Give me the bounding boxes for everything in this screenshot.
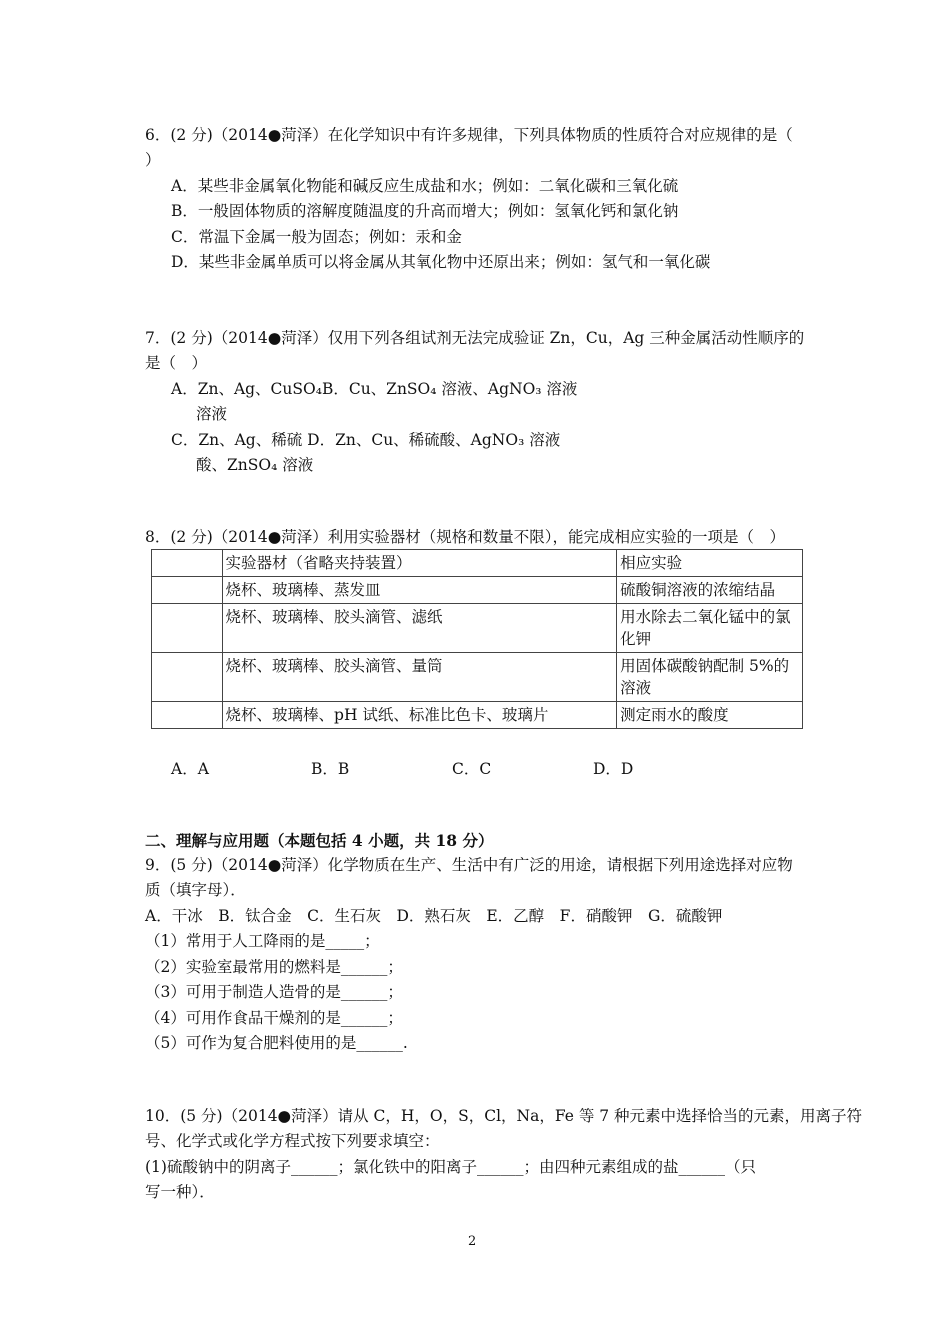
q10-sub1-line2: 写一种）． <box>145 1183 215 1201</box>
q6-stem-line2: ） <box>145 151 161 169</box>
q7-options-cd-line2: 酸、ZnSO₄ 溶液 <box>196 456 314 474</box>
q6-option-b: B．一般固体物质的溶解度随温度的升高而增大；例如：氢氧化钙和氯化钠 <box>171 202 679 220</box>
q10-stem-line2: 号、化学式或化学方程式按下列要求填空： <box>145 1132 440 1150</box>
q8-option-d: D．D <box>593 760 634 778</box>
table-row <box>152 702 803 729</box>
q6-option-c: C．常温下金属一般为固态；例如：汞和金 <box>171 228 462 246</box>
table-cell-experiment: 测定雨水的酸度 <box>617 702 803 729</box>
q8-equipment-table <box>151 549 803 729</box>
q9-stem-line2: 质（填字母）． <box>145 881 246 899</box>
table-cell-label <box>152 577 223 604</box>
table-header-equipment: 实验器材（省略夹持装置） <box>222 550 617 577</box>
q6-option-d: D．某些非金属单质可以将金属从其氧化物中还原出来；例如：氢气和一氧化碳 <box>171 253 711 271</box>
q9-stem-line1: 9．(5 分)（2014●菏泽）化学物质在生产、生活中有广泛的用途，请根据下列用途选择对应物 <box>145 856 793 874</box>
q8-option-c: C．C <box>452 760 492 778</box>
q9-sub5: （5）可作为复合肥料使用的是______. <box>145 1034 408 1052</box>
q9-choices: A．干冰 B．钛合金 C．生石灰 D．熟石灰 E．乙醇 F．硝酸钾 G．硫酸钾 <box>145 907 723 925</box>
q9-sub3: （3）可用于制造人造骨的是______； <box>145 983 403 1001</box>
table-header-row <box>152 550 803 577</box>
table-cell-experiment: 硫酸铜溶液的浓缩结晶 <box>617 577 803 604</box>
q7-options-ab-line1: A．Zn、Ag、CuSO₄B．Cu、ZnSO₄ 溶液、AgNO₃ 溶液 <box>171 380 578 398</box>
q6-stem-line1: 6．(2 分)（2014●菏泽）在化学知识中有许多规律，下列具体物质的性质符合对应规律的是（ <box>145 126 793 144</box>
table-cell-experiment: 用水除去二氧化锰中的氯化钾 <box>617 604 803 653</box>
q9-sub1: （1）常用于人工降雨的是_____； <box>145 932 380 950</box>
q8-option-a: A．A <box>171 760 209 778</box>
q8-option-b: B．B <box>311 760 350 778</box>
table-cell-label <box>152 653 223 702</box>
table-cell-label <box>152 604 223 653</box>
table-cell-equipment: 烧杯、玻璃棒、胶头滴管、滤纸 <box>222 604 617 653</box>
table-cell-equipment: 烧杯、玻璃棒、蒸发皿 <box>222 577 617 604</box>
table-cell-equipment: 烧杯、玻璃棒、胶头滴管、量筒 <box>222 653 617 702</box>
q7-options-ab-line2: 溶液 <box>196 405 228 423</box>
q9-sub2: （2）实验室最常用的燃料是______； <box>145 958 403 976</box>
q9-sub4: （4）可用作食品干燥剂的是______； <box>145 1009 403 1027</box>
q8-stem: 8．(2 分)（2014●菏泽）利用实验器材（规格和数量不限），能完成相应实验的一项是（ ） <box>145 528 785 546</box>
table-cell-experiment: 用固体碳酸钠配制 5%的溶液 <box>617 653 803 702</box>
q7-stem-line1: 7．(2 分)（2014●菏泽）仅用下列各组试剂无法完成验证 Zn，Cu，Ag 三种金属活动性顺序的 <box>145 329 805 347</box>
table-header-blank <box>152 550 223 577</box>
table-row <box>152 577 803 604</box>
table-row <box>152 653 803 702</box>
table-cell-equipment: 烧杯、玻璃棒、pH 试纸、标准比色卡、玻璃片 <box>222 702 617 729</box>
table-cell-label <box>152 702 223 729</box>
q6-option-a: A．某些非金属氧化物能和碱反应生成盐和水；例如：二氧化碳和三氧化硫 <box>171 177 679 195</box>
q7-options-cd-line1: C．Zn、Ag、稀硫 D．Zn、Cu、稀硫酸、AgNO₃ 溶液 <box>171 431 561 449</box>
q10-stem-line1: 10．(5 分)（2014●菏泽）请从 C，H，O，S，Cl，Na，Fe 等 7 种元素中选择恰当的元素，用离子符 <box>145 1107 863 1125</box>
table-header-experiment: 相应实验 <box>617 550 803 577</box>
table-row <box>152 604 803 653</box>
q7-stem-line2: 是（ ） <box>145 354 208 372</box>
q10-sub1-line1: (1)硫酸钠中的阴离子______；氯化铁中的阳离子______；由四种元素组成的盐______（只 <box>145 1158 756 1176</box>
section-2-heading: 二、理解与应用题（本题包括 4 小题，共 18 分） <box>145 831 494 850</box>
page-number: 2 <box>468 1234 477 1249</box>
